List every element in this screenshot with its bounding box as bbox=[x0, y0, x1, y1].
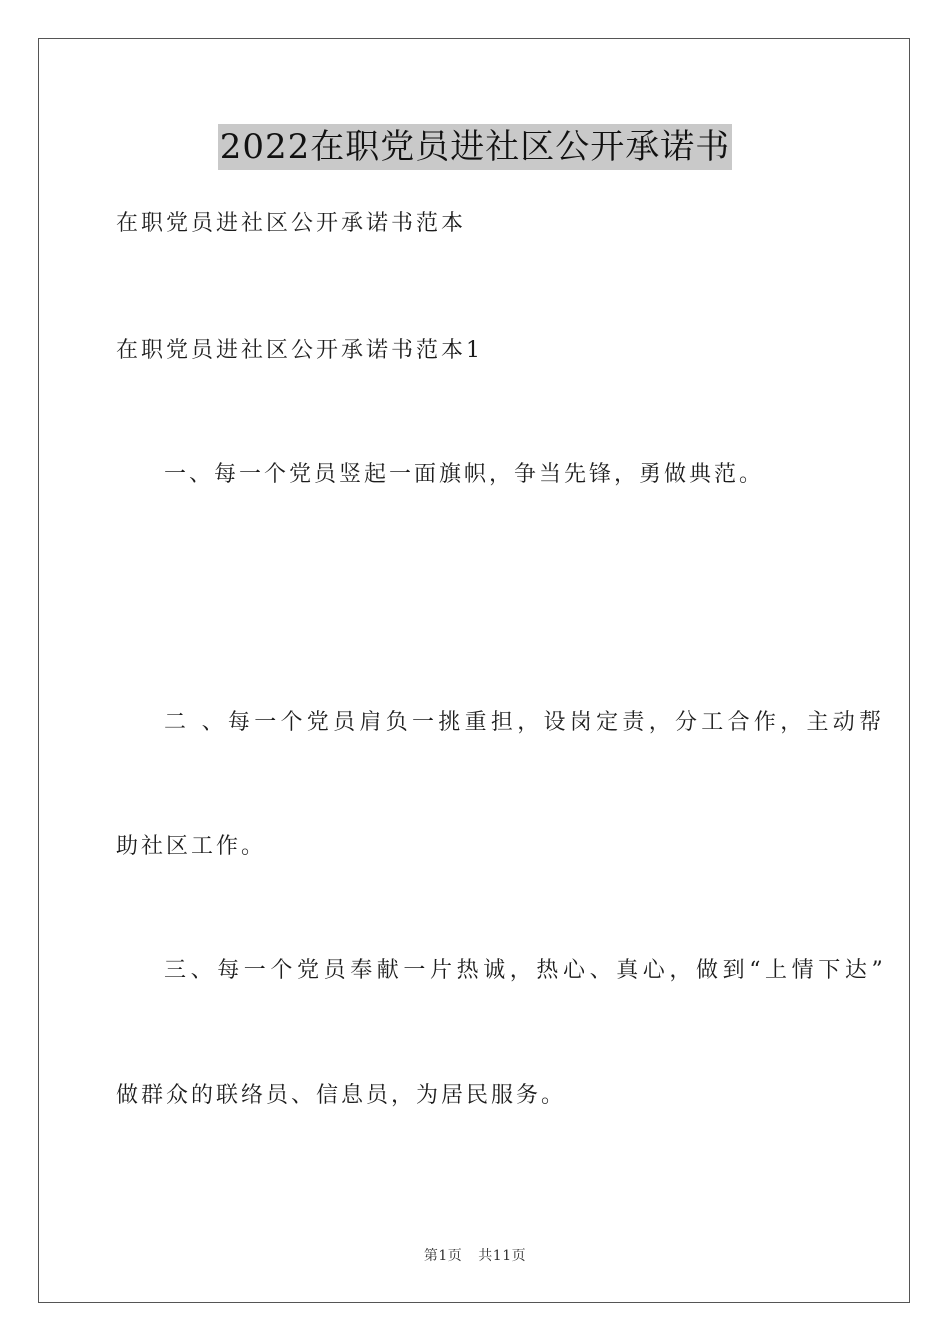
total-pages-label: 共11页 bbox=[478, 1248, 527, 1264]
paragraph-item-2: 二 、每一个党员肩负一挑重担，设岗定责，分工合作，主动帮 bbox=[164, 710, 886, 735]
paragraph-item-3: 三、每一个党员奉献一片热诚，热心、真心，做到“上情下达” bbox=[164, 958, 888, 983]
paragraph-item-3-continued: 做群众的联络员、信息员，为居民服务。 bbox=[116, 1083, 567, 1108]
document-title bbox=[0, 124, 950, 170]
paragraph-section-heading: 在职党员进社区公开承诺书范本1 bbox=[116, 338, 483, 363]
paragraph-item-2-continued: 助社区工作。 bbox=[116, 834, 267, 859]
paragraph-item-1: 一、每一个党员竖起一面旗帜，争当先锋，勇做典范。 bbox=[164, 462, 765, 487]
page-footer bbox=[0, 1245, 950, 1265]
paragraph-subtitle: 在职党员进社区公开承诺书范本 bbox=[116, 211, 467, 236]
current-page-label: 第1页 bbox=[423, 1248, 463, 1264]
document-title-text: 2022在职党员进社区公开承诺书 bbox=[218, 124, 733, 170]
